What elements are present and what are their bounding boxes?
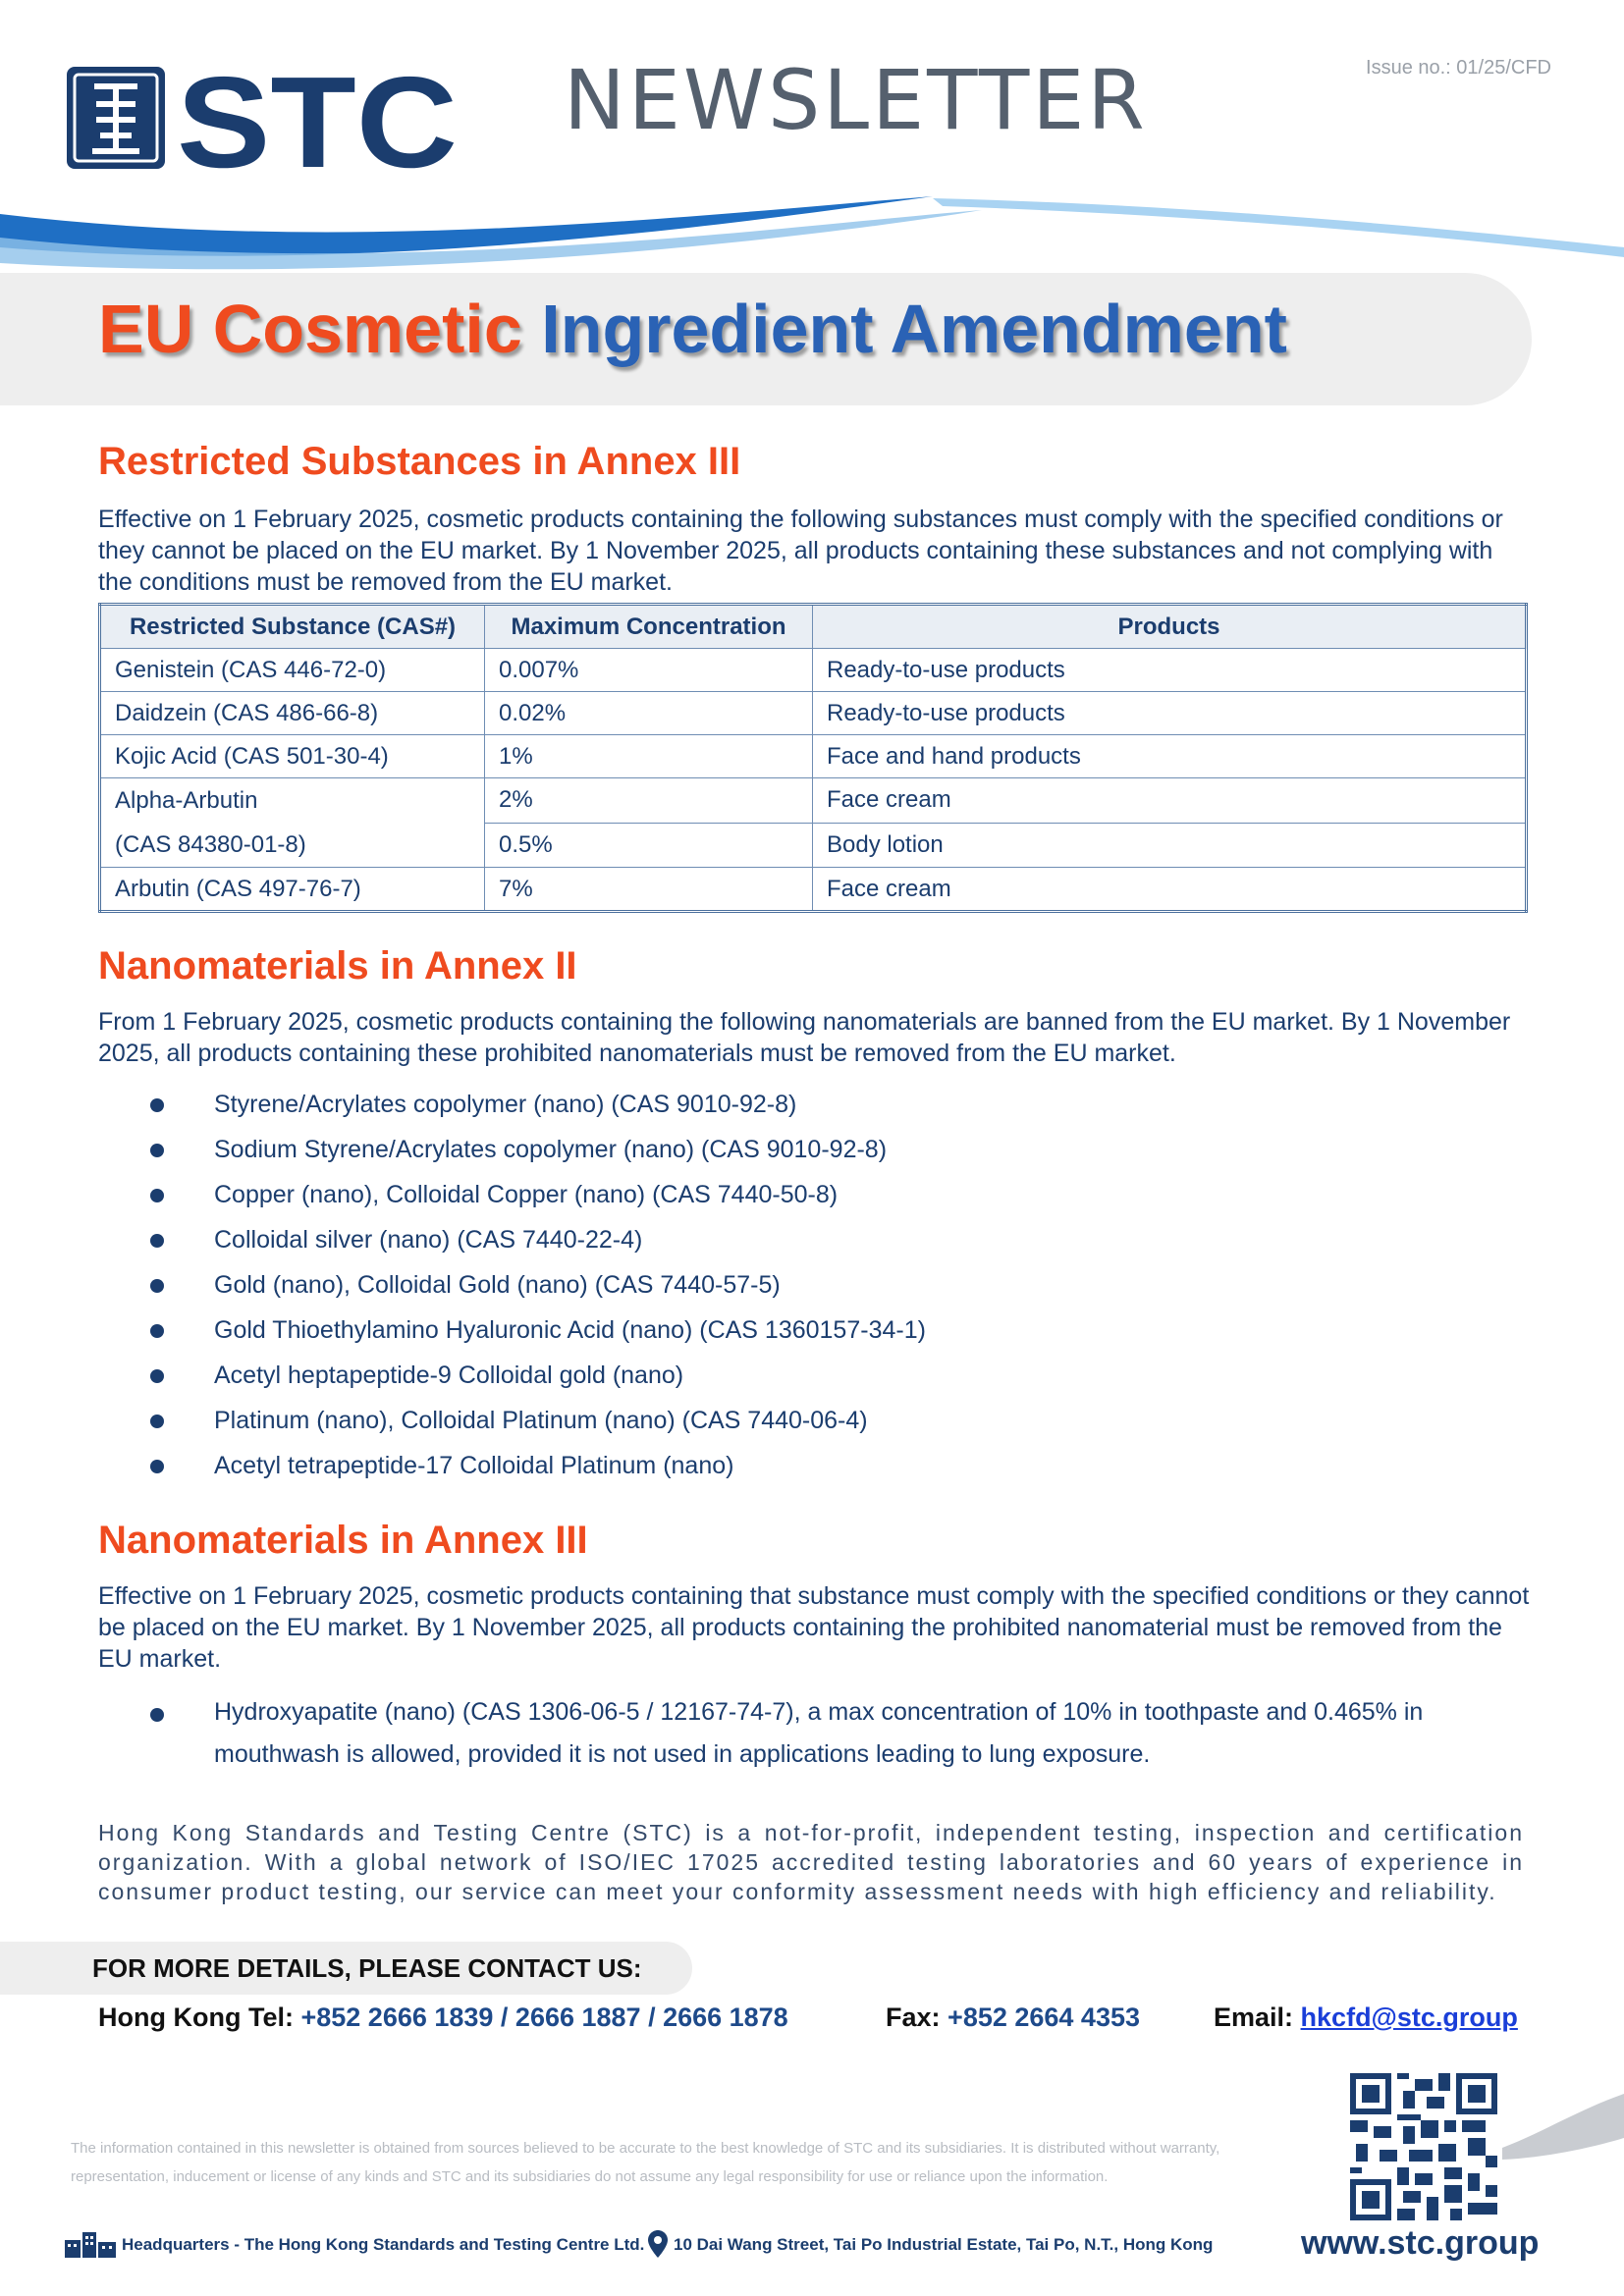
bullet-icon — [150, 1369, 164, 1383]
address-text: 10 Dai Wang Street, Tai Po Industrial Estate, Tai Po, N.T., Hong Kong — [674, 2235, 1214, 2254]
headquarters-text: Headquarters - The Hong Kong Standards and Testing Centre Ltd. — [122, 2235, 645, 2254]
restricted-substances-table — [98, 603, 1528, 913]
annex3-restricted-body: Effective on 1 February 2025, cosmetic products containing the following substances must comply with the specified conditions or they cannot be placed on the EU market. By 1 November 2025, all products containing these substances and not complying with the conditions must be removed from the EU market. — [98, 506, 1503, 596]
concentration-cell: 0.02% — [485, 692, 813, 735]
title-part-1: EU Cosmetic — [98, 291, 522, 367]
substance-cas: (CAS 84380-01-8) — [115, 831, 306, 858]
list-item-text: Acetyl heptapeptide-9 Colloidal gold (nano) — [214, 1362, 684, 1389]
list-item — [214, 1691, 1530, 1776]
fax-line — [886, 2002, 1140, 2033]
newsletter-label: NEWSLETTER — [564, 52, 1148, 148]
annex3-nano-body: Effective on 1 February 2025, cosmetic products containing that substance must comply with the specified conditions or they cannot be placed on the EU market. By 1 November 2025, all products containing the prohibited nanomaterial must be removed from the EU market. — [98, 1582, 1530, 1673]
list-item — [214, 1217, 926, 1262]
substance-cell: Genistein (CAS 446-72-0) — [100, 649, 485, 692]
products-cell: Face cream — [813, 778, 1527, 824]
table-row — [100, 649, 1527, 692]
list-item-text: Gold Thioethylamino Hyaluronic Acid (nano) (CAS 1360157-34-1) — [214, 1316, 926, 1344]
products-cell: Body lotion — [813, 823, 1527, 868]
website-link[interactable]: www.stc.group — [1301, 2224, 1540, 2262]
substance-name: Alpha-Arbutin — [115, 787, 258, 814]
header-concentration: Maximum Concentration — [485, 605, 813, 649]
products-cell: Ready-to-use products — [813, 692, 1527, 735]
substance-cell: Kojic Acid (CAS 501-30-4) — [100, 735, 485, 778]
tel-label: Hong Kong Tel: — [98, 2002, 294, 2032]
location-pin-icon — [648, 2230, 668, 2258]
bullet-icon — [150, 1460, 164, 1473]
concentration-cell: 0.5% — [485, 823, 813, 868]
bullet-icon — [150, 1708, 164, 1722]
title-part-2: Ingredient Amendment — [541, 291, 1287, 367]
header-swoosh — [0, 187, 1624, 275]
list-item-text: Colloidal silver (nano) (CAS 7440-22-4) — [214, 1226, 643, 1254]
list-item — [214, 1082, 926, 1127]
fax-label: Fax: — [886, 2002, 941, 2032]
email-line — [1214, 2002, 1518, 2033]
stc-logo — [67, 65, 460, 173]
table-row — [100, 868, 1527, 912]
products-cell: Face and hand products — [813, 735, 1527, 778]
table-row — [100, 778, 1527, 824]
email-link[interactable]: hkcfd@stc.group — [1300, 2002, 1518, 2032]
substance-cell: Arbutin (CAS 497-76-7) — [100, 868, 485, 912]
bullet-icon — [150, 1144, 164, 1157]
qr-code-icon[interactable] — [1350, 2073, 1497, 2220]
annex3-nano-list — [214, 1691, 1530, 1776]
page-title — [98, 291, 1287, 367]
substance-cell — [100, 778, 485, 868]
email-label: Email: — [1214, 2002, 1294, 2032]
brand-text: STC — [177, 65, 458, 173]
products-cell: Face cream — [813, 868, 1527, 912]
list-item — [214, 1262, 926, 1308]
annex3-restricted-heading: Restricted Substances in Annex III — [98, 440, 741, 483]
list-item — [214, 1443, 926, 1488]
annex2-nano-heading: Nanomaterials in Annex II — [98, 944, 577, 988]
issue-number: Issue no.: 01/25/CFD — [1366, 57, 1551, 79]
bullet-icon — [150, 1324, 164, 1338]
list-item-text: Copper (nano), Colloidal Copper (nano) (CAS 7440-50-8) — [214, 1181, 839, 1208]
tel-line — [98, 2002, 788, 2033]
list-item-text: Hydroxyapatite (nano) (CAS 1306-06-5 / 12167-74-7), a max concentration of 10% in toothpaste and 0.465% in mouthwash is allowed, provided it is not used in applications leading to lung exposure. — [214, 1698, 1424, 1768]
list-item — [214, 1353, 926, 1398]
products-cell: Ready-to-use products — [813, 649, 1527, 692]
table-header-row — [100, 605, 1527, 649]
bullet-icon — [150, 1234, 164, 1248]
bullet-icon — [150, 1098, 164, 1112]
header-products: Products — [813, 605, 1527, 649]
concentration-cell: 0.007% — [485, 649, 813, 692]
list-item — [214, 1127, 926, 1172]
header-substance: Restricted Substance (CAS#) — [100, 605, 485, 649]
fax-value: +852 2664 4353 — [947, 2002, 1140, 2032]
table-row — [100, 692, 1527, 735]
annex2-nano-body: From 1 February 2025, cosmetic products containing the following nanomaterials are banned from the EU market. By 1 November 2025, all products containing these prohibited nanomaterials must be removed from the EU market. — [98, 1008, 1511, 1067]
bullet-icon — [150, 1189, 164, 1202]
concentration-cell: 1% — [485, 735, 813, 778]
list-item — [214, 1308, 926, 1353]
annex3-nano-heading: Nanomaterials in Annex III — [98, 1519, 588, 1562]
contact-heading: FOR MORE DETAILS, PLEASE CONTACT US: — [92, 1953, 642, 1983]
list-item-text: Sodium Styrene/Acrylates copolymer (nano) (CAS 9010-92-8) — [214, 1136, 888, 1163]
annex2-nano-list — [214, 1082, 926, 1488]
footer-swoosh — [1502, 2079, 1624, 2197]
list-item-text: Acetyl tetrapeptide-17 Colloidal Platinum (nano) — [214, 1452, 734, 1479]
list-item — [214, 1398, 926, 1443]
substance-cell: Daidzein (CAS 486-66-8) — [100, 692, 485, 735]
list-item-text: Platinum (nano), Colloidal Platinum (nano) (CAS 7440-06-4) — [214, 1407, 868, 1434]
bullet-icon — [150, 1415, 164, 1428]
concentration-cell: 2% — [485, 778, 813, 824]
bullet-icon — [150, 1279, 164, 1293]
list-item — [214, 1172, 926, 1217]
disclaimer: The information contained in this newsletter is obtained from sources believed to be accurate to the best knowledge of STC and its subsidiaries. It is distributed without warranty, representation, inducement or license of any kinds and STC and its subsidiaries do not assume any legal responsibility for use or reliance upon the information. — [71, 2140, 1220, 2185]
list-item-text: Gold (nano), Colloidal Gold (nano) (CAS 7440-57-5) — [214, 1271, 781, 1299]
about-stc: Hong Kong Standards and Testing Centre (STC) is a not-for-profit, independent testing, inspection and certification organization. With a global network of ISO/IEC 17025 accredited testing laboratories and 60 years of experience in consumer product testing, our service can meet your conformity assessment needs with high efficiency and reliability. — [98, 1820, 1524, 1904]
list-item-text: Styrene/Acrylates copolymer (nano) (CAS 9010-92-8) — [214, 1091, 797, 1118]
table-row — [100, 735, 1527, 778]
concentration-cell: 7% — [485, 868, 813, 912]
tel-value: +852 2666 1839 / 2666 1887 / 2666 1878 — [300, 2002, 788, 2032]
building-icon — [65, 2230, 116, 2258]
